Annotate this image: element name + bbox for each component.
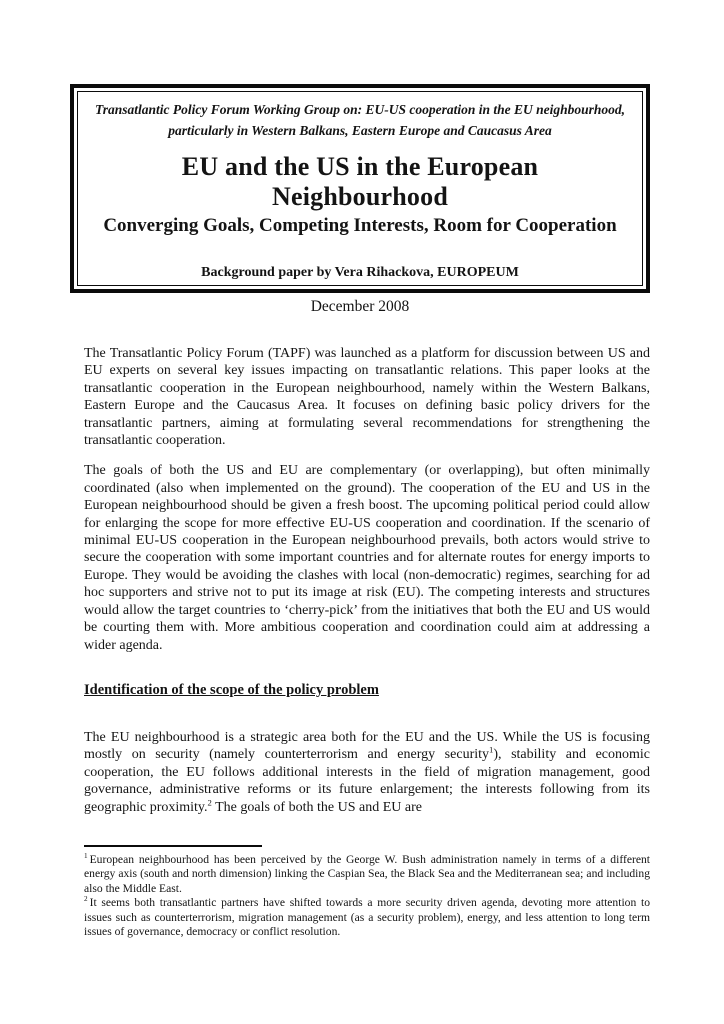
footnote-1 xyxy=(84,853,650,896)
publication-date: December 2008 xyxy=(310,298,410,315)
footnote-2-text: It seems both transatlantic partners have shifted towards a more security driven agenda, devoting more attention to issues such as counterterrorism, migration management (as a security problem), energy, and less attention to long term issues of governance, democracy or conflict resolution. xyxy=(84,896,650,939)
footnote-reference-2: 2 xyxy=(207,796,212,807)
paper-subtitle: Converging Goals, Competing Interests, Room for Cooperation xyxy=(103,215,617,236)
working-group-line: Transatlantic Policy Forum Working Group on: EU-US cooperation in the EU neighbourhood, particularly in Western Balkans, Eastern Europe and Caucasus Area xyxy=(94,102,626,138)
footnote-separator xyxy=(84,845,262,847)
title-box-inner xyxy=(77,91,643,315)
paper-title: EU and the US in the European Neighbourhood xyxy=(181,152,539,211)
section-heading: Identification of the scope of the policy problem xyxy=(84,681,379,698)
paragraph-scope-text-1: The EU neighbourhood is a strategic area both for the EU and the US. While the US is focusing mostly on security (namely counterterrorism and energy security xyxy=(84,729,650,763)
body-text xyxy=(84,345,650,829)
footnote-2-marker: 2 xyxy=(84,895,88,904)
footnote-1-text: European neighbourhood has been perceived by the George W. Bush administration namely in terms of a different energy axis (south and north dimension) linking the Caspian Sea, the Black Sea and the Mediterranean sea; and including also the Middle East. xyxy=(84,853,650,895)
footnote-reference-1: 1 xyxy=(489,744,494,755)
paragraph-scope-text-3: The goals of both the US and EU are xyxy=(211,799,422,815)
paragraph-scope xyxy=(84,729,650,816)
paragraph-intro: The Transatlantic Policy Forum (TAPF) was launched as a platform for discussion between US and EU experts on several key issues impacting on transatlantic relations. This paper looks at the transatlantic cooperation in the European neighbourhood, namely within the Western Balkans, Eastern Europe and the Caucasus Area. It focuses on defining basic policy drivers for the transatlantic partners, aiming at formulating several recommendations for strengthening the transatlantic cooperation. xyxy=(84,346,650,449)
paragraph-scope-text-2: ), stability and economic cooperation, the EU follows additional interests in the field of migration management, good governance, administrative reforms or its future enlargement; the interests following from its geographic proximity. xyxy=(84,747,650,815)
footnote-2 xyxy=(84,896,650,939)
footnote-1-marker: 1 xyxy=(84,852,88,861)
paragraph-goals: The goals of both the US and EU are complementary (or overlapping), but often minimally coordinated (also when implemented on the ground). The cooperation of the EU and US in the European neighbourhood should be given a fresh boost. The upcoming political period could allow for enlarging the scope for more effective EU-US cooperation and coordination. If the scenario of minimal EU-US cooperation in the European neighbourhood prevails, both actors would strive to secure the cooperation with some important countries and for alternate routes for energy imports to Europe. They would be avoiding the clashes with local (non-democratic) regimes, searching for ad hoc supporters and strive not to put its image at risk (EU). The competing interests and structures would allow the target countries to ‘cherry-pick’ from the initiatives that both the EU and US would be courting them with. More ambitious cooperation and coordination could aim at addressing a wider agenda. xyxy=(84,463,650,653)
footnote-area xyxy=(84,845,650,939)
author-byline: Background paper by Vera Rihackova, EUROPEUM xyxy=(201,265,519,280)
title-box xyxy=(70,84,650,315)
